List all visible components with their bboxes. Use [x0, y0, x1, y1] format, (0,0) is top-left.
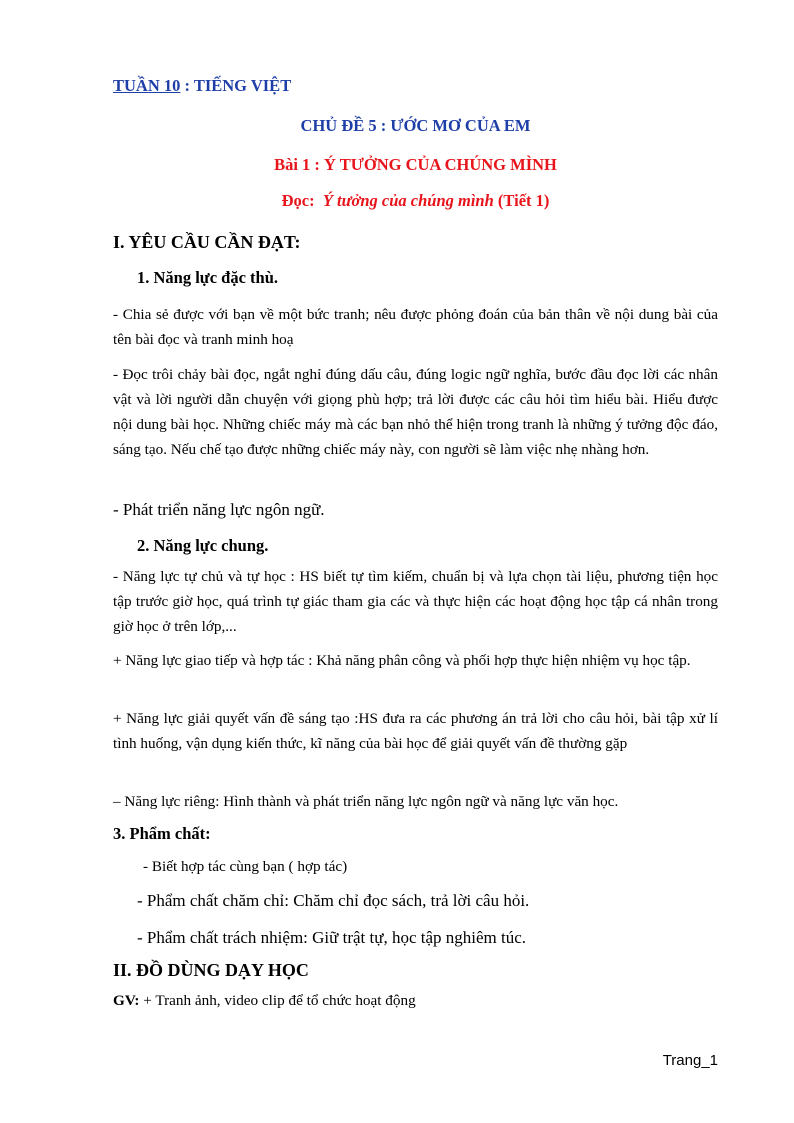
sub2-paragraph-3: + Năng lực giải quyết vấn đề sáng tạo :HS đưa ra các phương án trả lời cho câu hỏi, bài tập xử lí tình huống, vận dụng kiến thức, kĩ năng của bài học để giải quyết vấn đề thường gặp	[113, 710, 718, 752]
section1-heading: I. YÊU CẦU CẦN ĐẠT:	[113, 232, 301, 252]
sub2-paragraph-2: + Năng lực giao tiếp và hợp tác : Khả năng phân công và phối hợp thực hiện nhiệm vụ học tập.	[113, 652, 691, 669]
sub1-heading: 1. Năng lực đặc thù.	[137, 268, 278, 287]
section2-heading: II. ĐỒ DÙNG DẠY HỌC	[113, 960, 309, 980]
lesson-title: Bài 1 : Ý TƯỞNG CỦA CHÚNG MÌNH	[274, 155, 557, 174]
gv-text: + Tranh ảnh, video clip để tổ chức hoạt động	[139, 992, 416, 1009]
sub2-heading: 2. Năng lực chung.	[137, 536, 269, 555]
sub2-paragraph-4: – Năng lực riêng: Hình thành và phát triển năng lực ngôn ngữ và năng lực văn học.	[113, 793, 619, 810]
sub1-paragraph-3: - Phát triển năng lực ngôn ngữ.	[113, 500, 325, 519]
reading-period: (Tiết 1)	[497, 191, 550, 210]
sub1-paragraph-2: - Đọc trôi chảy bài đọc, ngắt nghỉ đúng dấu câu, đúng logic ngữ nghĩa, bước đầu đọc lời các nhân vật và lời người dẫn chuyện với giọng phù hợp; trả lời được các câu hỏi tìm hiểu bài. Hiểu được nội dung bài học. Những chiếc máy mà các bạn nhỏ thể hiện trong tranh là những ý tưởng độc đáo, sáng tạo. Nếu chế tạo được những chiếc máy này, con người sẽ làm việc nhẹ nhàng hơn.	[113, 366, 718, 458]
sub3-paragraph-1: - Biết hợp tác cùng bạn ( hợp tác)	[143, 858, 348, 875]
sub3-heading: 3. Phẩm chất:	[113, 824, 211, 843]
week-label: TUẦN 10	[113, 76, 181, 95]
week-title	[113, 76, 718, 96]
subject-label: : TIẾNG VIỆT	[180, 76, 292, 95]
sub2-paragraph-1: - Năng lực tự chủ và tự học : HS biết tự tìm kiếm, chuẩn bị và lựa chọn tài liệu, phương tiện học tập trước giờ học, quá trình tự giác tham gia các và thực hiện các hoạt động học tập cá nhân trong giờ học ở trên lớp,...	[113, 568, 718, 635]
sub1-paragraph-1: - Chia sẻ được với bạn về một bức tranh; nêu được phỏng đoán của bản thân về nội dung bài của tên bài đọc và tranh minh hoạ	[113, 306, 718, 348]
topic-title: CHỦ ĐỀ 5 : ƯỚC MƠ CỦA EM	[300, 116, 531, 135]
sub3-paragraph-3: - Phẩm chất trách nhiệm: Giữ trật tự, học tập nghiêm túc.	[137, 928, 527, 947]
reading-name: Ý tưởng của chúng mình	[322, 191, 494, 210]
gv-label: GV:	[113, 992, 140, 1009]
reading-prefix: Đọc:	[281, 191, 315, 210]
sub3-paragraph-2: - Phẩm chất chăm chỉ: Chăm chỉ đọc sách, trả lời câu hỏi.	[137, 891, 530, 910]
page-number: Trang_1	[662, 1052, 718, 1069]
gv-line	[113, 988, 718, 1013]
reading-title	[113, 191, 718, 211]
